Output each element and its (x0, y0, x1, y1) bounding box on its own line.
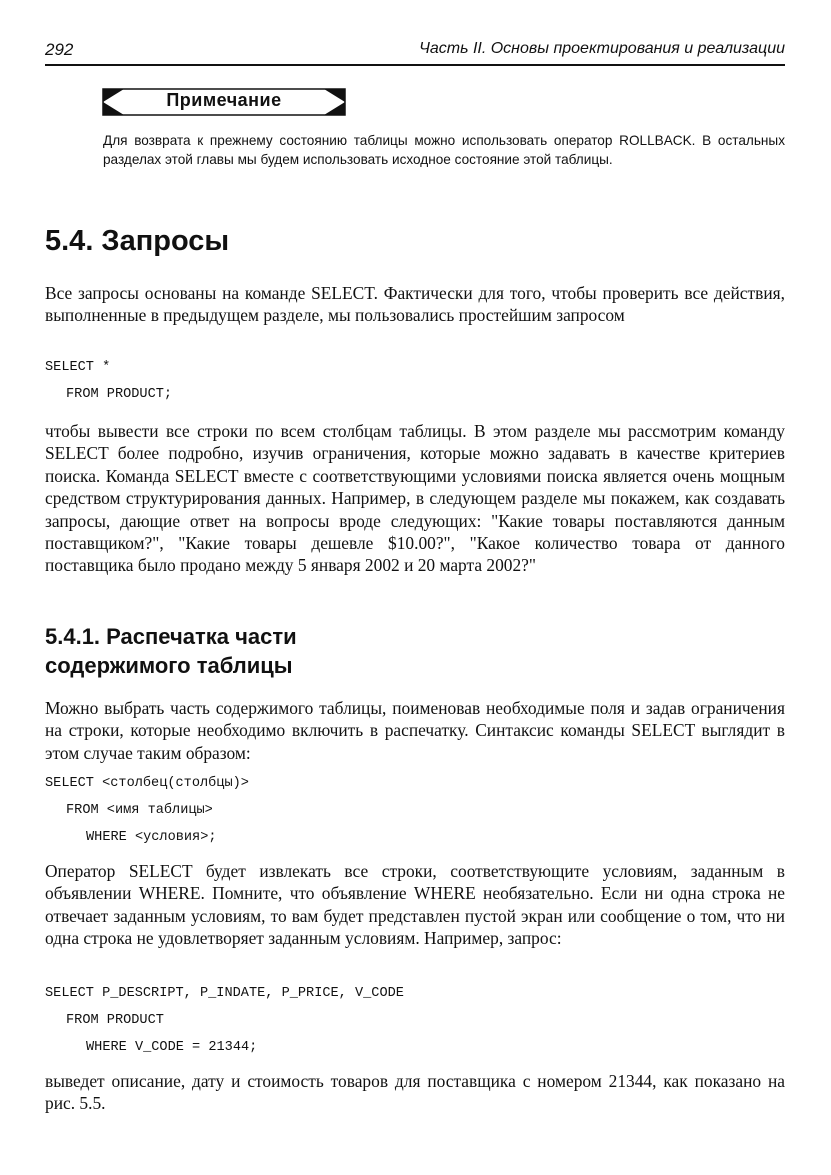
note-text: Для возврата к прежнему состоянию таблицы можно использовать оператор ROLLBACK. В остальных разделах этой главы мы будем использовать исходное состояние этой таблицы. (103, 133, 785, 167)
code-line: WHERE <условия>; (86, 830, 217, 845)
section-para-2: чтобы вывести все строки по всем столбцам таблицы. В этом разделе мы рассмотрим команду SELECT более подробно, изучив ограничения, которые можно задавать в качестве критериев поиска. Команда SELECT вместе с соответствующими условиями поиска является очень мощным средством структурирования данных. Например, в следующем разделе мы покажем, как создавать запросы, дающие ответ на вопросы вроде следующих: "Какие товары поставляются данным поставщиком?", "Какие товары дешевле $10.00?", "Какое количество товара от данного поставщика было продано между 5 января 2002 и 20 марта 2002?" (45, 421, 785, 576)
header-rule (45, 64, 785, 66)
page-number: 292 (45, 40, 74, 59)
note-title: Примечание (166, 90, 282, 110)
subsection-para-1: Можно выбрать часть содержимого таблицы, поименовав необходимые поля и задав ограничения на строки, которые необходимо включить в распечатку. Синтаксис команды SELECT выглядит в этом случае таким образом: (45, 698, 785, 763)
running-head: Часть II. Основы проектирования и реализации (419, 40, 785, 57)
code-line: WHERE V_CODE = 21344; (86, 1040, 258, 1055)
code-line: FROM PRODUCT (66, 1013, 164, 1028)
subsection-title: 5.4.1. Распечатка части содержимого таблицы (45, 624, 297, 678)
subsection-para-3: выведет описание, дату и стоимость товаров для поставщика с номером 21344, как показано на рис. 5.5. (45, 1071, 785, 1114)
subsection-para-2: Оператор SELECT будет извлекать все строки, соответствующите условиям, заданным в объявлении WHERE. Помните, что объявление WHERE необязательно. Если ни одна строка не отвечает заданным условиям, то вам будет представлен пустой экран или сообщение о том, что ни одна строка не удовлетворяет заданным условиям. Например, запрос: (45, 861, 785, 949)
code-line: FROM <имя таблицы> (66, 803, 213, 818)
code-line: SELECT P_DESCRIPT, P_INDATE, P_PRICE, V_CODE (45, 986, 404, 1001)
code-line: SELECT * (45, 360, 111, 375)
section-title: 5.4. Запросы (45, 225, 230, 257)
code-line: FROM PRODUCT; (66, 387, 173, 402)
note-banner (102, 88, 346, 116)
section-para-1: Все запросы основаны на команде SELECT. Фактически для того, чтобы проверить все действия, выполненные в предыдущем разделе, мы пользовались простейшим запросом (45, 283, 785, 326)
code-line: SELECT <столбец(столбцы)> (45, 776, 249, 791)
